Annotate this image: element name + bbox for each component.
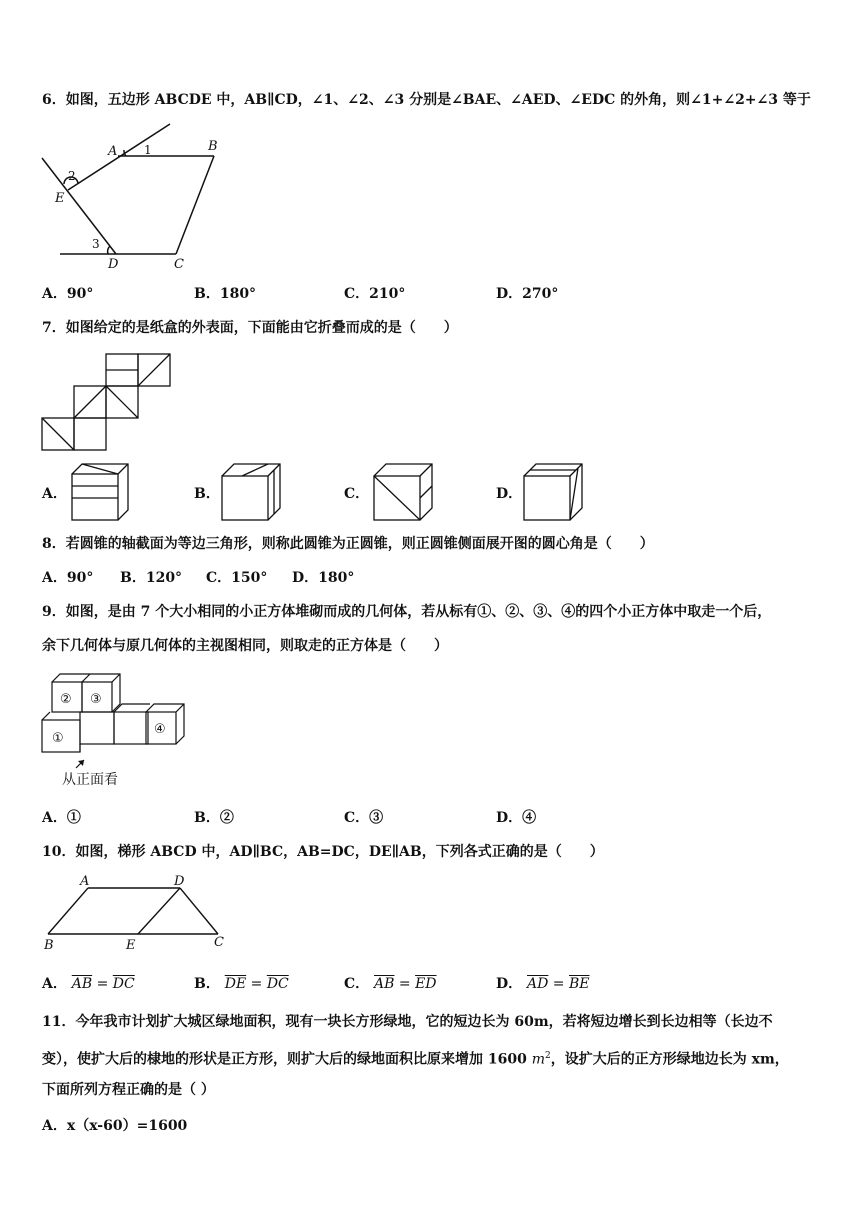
q10-option-a-lhs: $\overline{AB}$ [71, 976, 93, 992]
q6-pentagon-figure [38, 122, 238, 274]
q10-option-c-rhs: $\overline{ED}$ [415, 976, 437, 992]
q9-cube-mark-4: ④ [154, 722, 166, 737]
q11-line1: 11．今年我市计划扩大城区绿地面积，现有一块长方形绿地，它的短边长为 60m，若将短边增长到长边相等（长边不 [42, 1014, 773, 1030]
q7-option-a[interactable]: A． [42, 486, 67, 502]
q10-option-c-lhs: $\overline{AB}$ [374, 976, 395, 992]
q6-option-a[interactable]: A．90° [42, 286, 94, 302]
q9-option-a[interactable]: A．① [42, 810, 81, 826]
q10-label-C: C [214, 935, 224, 950]
q9-view-label: 从正面看 [62, 772, 118, 788]
q9-cubes-figure [38, 668, 198, 793]
q7-cube-c [372, 462, 434, 524]
q6-label-B: B [208, 139, 218, 154]
q11-line2-part-a: 变），使扩大后的棣地的形状是正方形，则扩大后的绿地面积比原来增加 1600 [42, 1051, 527, 1068]
q7-stem: 7．如图给定的是纸盒的外表面，下面能由它折叠而成的是（ ） [42, 320, 458, 336]
q8-option-d[interactable]: D．180° [292, 570, 355, 586]
q10-option-c-letter: C． [344, 976, 370, 992]
q9-option-b[interactable]: B．② [194, 810, 234, 826]
q10-label-E: E [126, 938, 136, 952]
q10-option-a[interactable]: A． $\overline{AB} = \overline{DC}$ [42, 976, 135, 992]
q11-unit-exponent: 2 [545, 1051, 551, 1061]
q11-line2-part-b: ，设扩大后的正方形绿地边长为 xm， [550, 1051, 789, 1068]
q7-option-b[interactable]: B． [194, 486, 220, 502]
q6-label-A: A [108, 144, 118, 159]
q6-option-c[interactable]: C．210° [344, 286, 406, 302]
q10-option-d[interactable]: D． $\overline{AD} = \overline{BE}$ [496, 976, 590, 992]
q10-option-b-lhs: $\overline{DE}$ [224, 976, 247, 992]
q7-option-c[interactable]: C． [344, 486, 370, 502]
q10-trapezoid-figure [40, 872, 240, 952]
q9-cube-mark-1: ① [52, 731, 64, 746]
q7-option-d[interactable]: D． [496, 486, 523, 502]
q8-option-a[interactable]: A．90° [42, 570, 94, 586]
q10-option-d-lhs: $\overline{AD}$ [527, 976, 549, 992]
q6-option-b[interactable]: B．180° [194, 286, 257, 302]
q10-option-d-rhs: $\overline{BE}$ [569, 976, 590, 992]
q9-option-c[interactable]: C．③ [344, 810, 384, 826]
q11-line2 [42, 1046, 789, 1070]
q8-stem: 8．若圆锥的轴截面为等边三角形，则称此圆锥为正圆锥，则正圆锥侧面展开图的圆心角是（ ） [42, 536, 654, 552]
q6-label-D: D [108, 257, 119, 272]
q6-option-d[interactable]: D．270° [496, 286, 559, 302]
q10-option-b-letter: B． [194, 976, 220, 992]
q7-cube-b [220, 462, 282, 524]
q7-cube-d [522, 462, 584, 524]
q6-label-3: 3 [92, 237, 100, 251]
q6-label-C: C [174, 257, 184, 272]
q10-label-B: B [44, 938, 54, 952]
q10-label-D: D [174, 874, 185, 889]
q11-unit: m [531, 1051, 545, 1068]
q10-option-c[interactable]: C． $\overline{AB} = \overline{ED}$ [344, 976, 437, 992]
q9-stem-line1: 9．如图，是由 7 个大小相同的小正方体堆砌而成的几何体，若从标有①、②、③、④的四个小正方体中取走一个后， [42, 604, 772, 620]
q9-cube-mark-3: ③ [90, 692, 102, 707]
q11-option-a[interactable]: A．x（x-60）=1600 [42, 1118, 188, 1134]
q10-option-a-rhs: $\overline{DC}$ [112, 976, 135, 992]
q10-stem: 10．如图，梯形 ABCD 中，AD∥BC，AB=DC，DE∥AB，下列各式正确的是（ ） [42, 844, 604, 860]
q9-option-d[interactable]: D．④ [496, 810, 537, 826]
q10-option-d-letter: D． [496, 976, 523, 992]
q10-option-b[interactable]: B． $\overline{DE} = \overline{DC}$ [194, 976, 289, 992]
q9-stem-line2: 余下几何体与原几何体的主视图相同，则取走的正方体是（ ） [42, 638, 448, 654]
q11-line3: 下面所列方程正确的是（ ） [42, 1082, 215, 1098]
q6-label-2: 2 [68, 169, 76, 183]
q6-label-1: 1 [144, 143, 152, 157]
q7-box-net-figure [40, 352, 180, 452]
q10-label-A: A [80, 874, 90, 889]
q10-option-a-letter: A． [42, 976, 67, 992]
q6-stem: 6．如图，五边形 ABCDE 中，AB∥CD，∠1、∠2、∠3 分别是∠BAE、∠AED、∠EDC 的外角，则∠1+∠2+∠3 等于 [42, 92, 811, 108]
q8-option-b[interactable]: B．120° [120, 570, 183, 586]
q10-option-b-rhs: $\overline{DC}$ [266, 976, 289, 992]
q8-option-c[interactable]: C．150° [206, 570, 268, 586]
q9-cube-mark-2: ② [60, 692, 72, 707]
q7-cube-a [70, 462, 132, 524]
q6-label-E: E [55, 191, 65, 206]
